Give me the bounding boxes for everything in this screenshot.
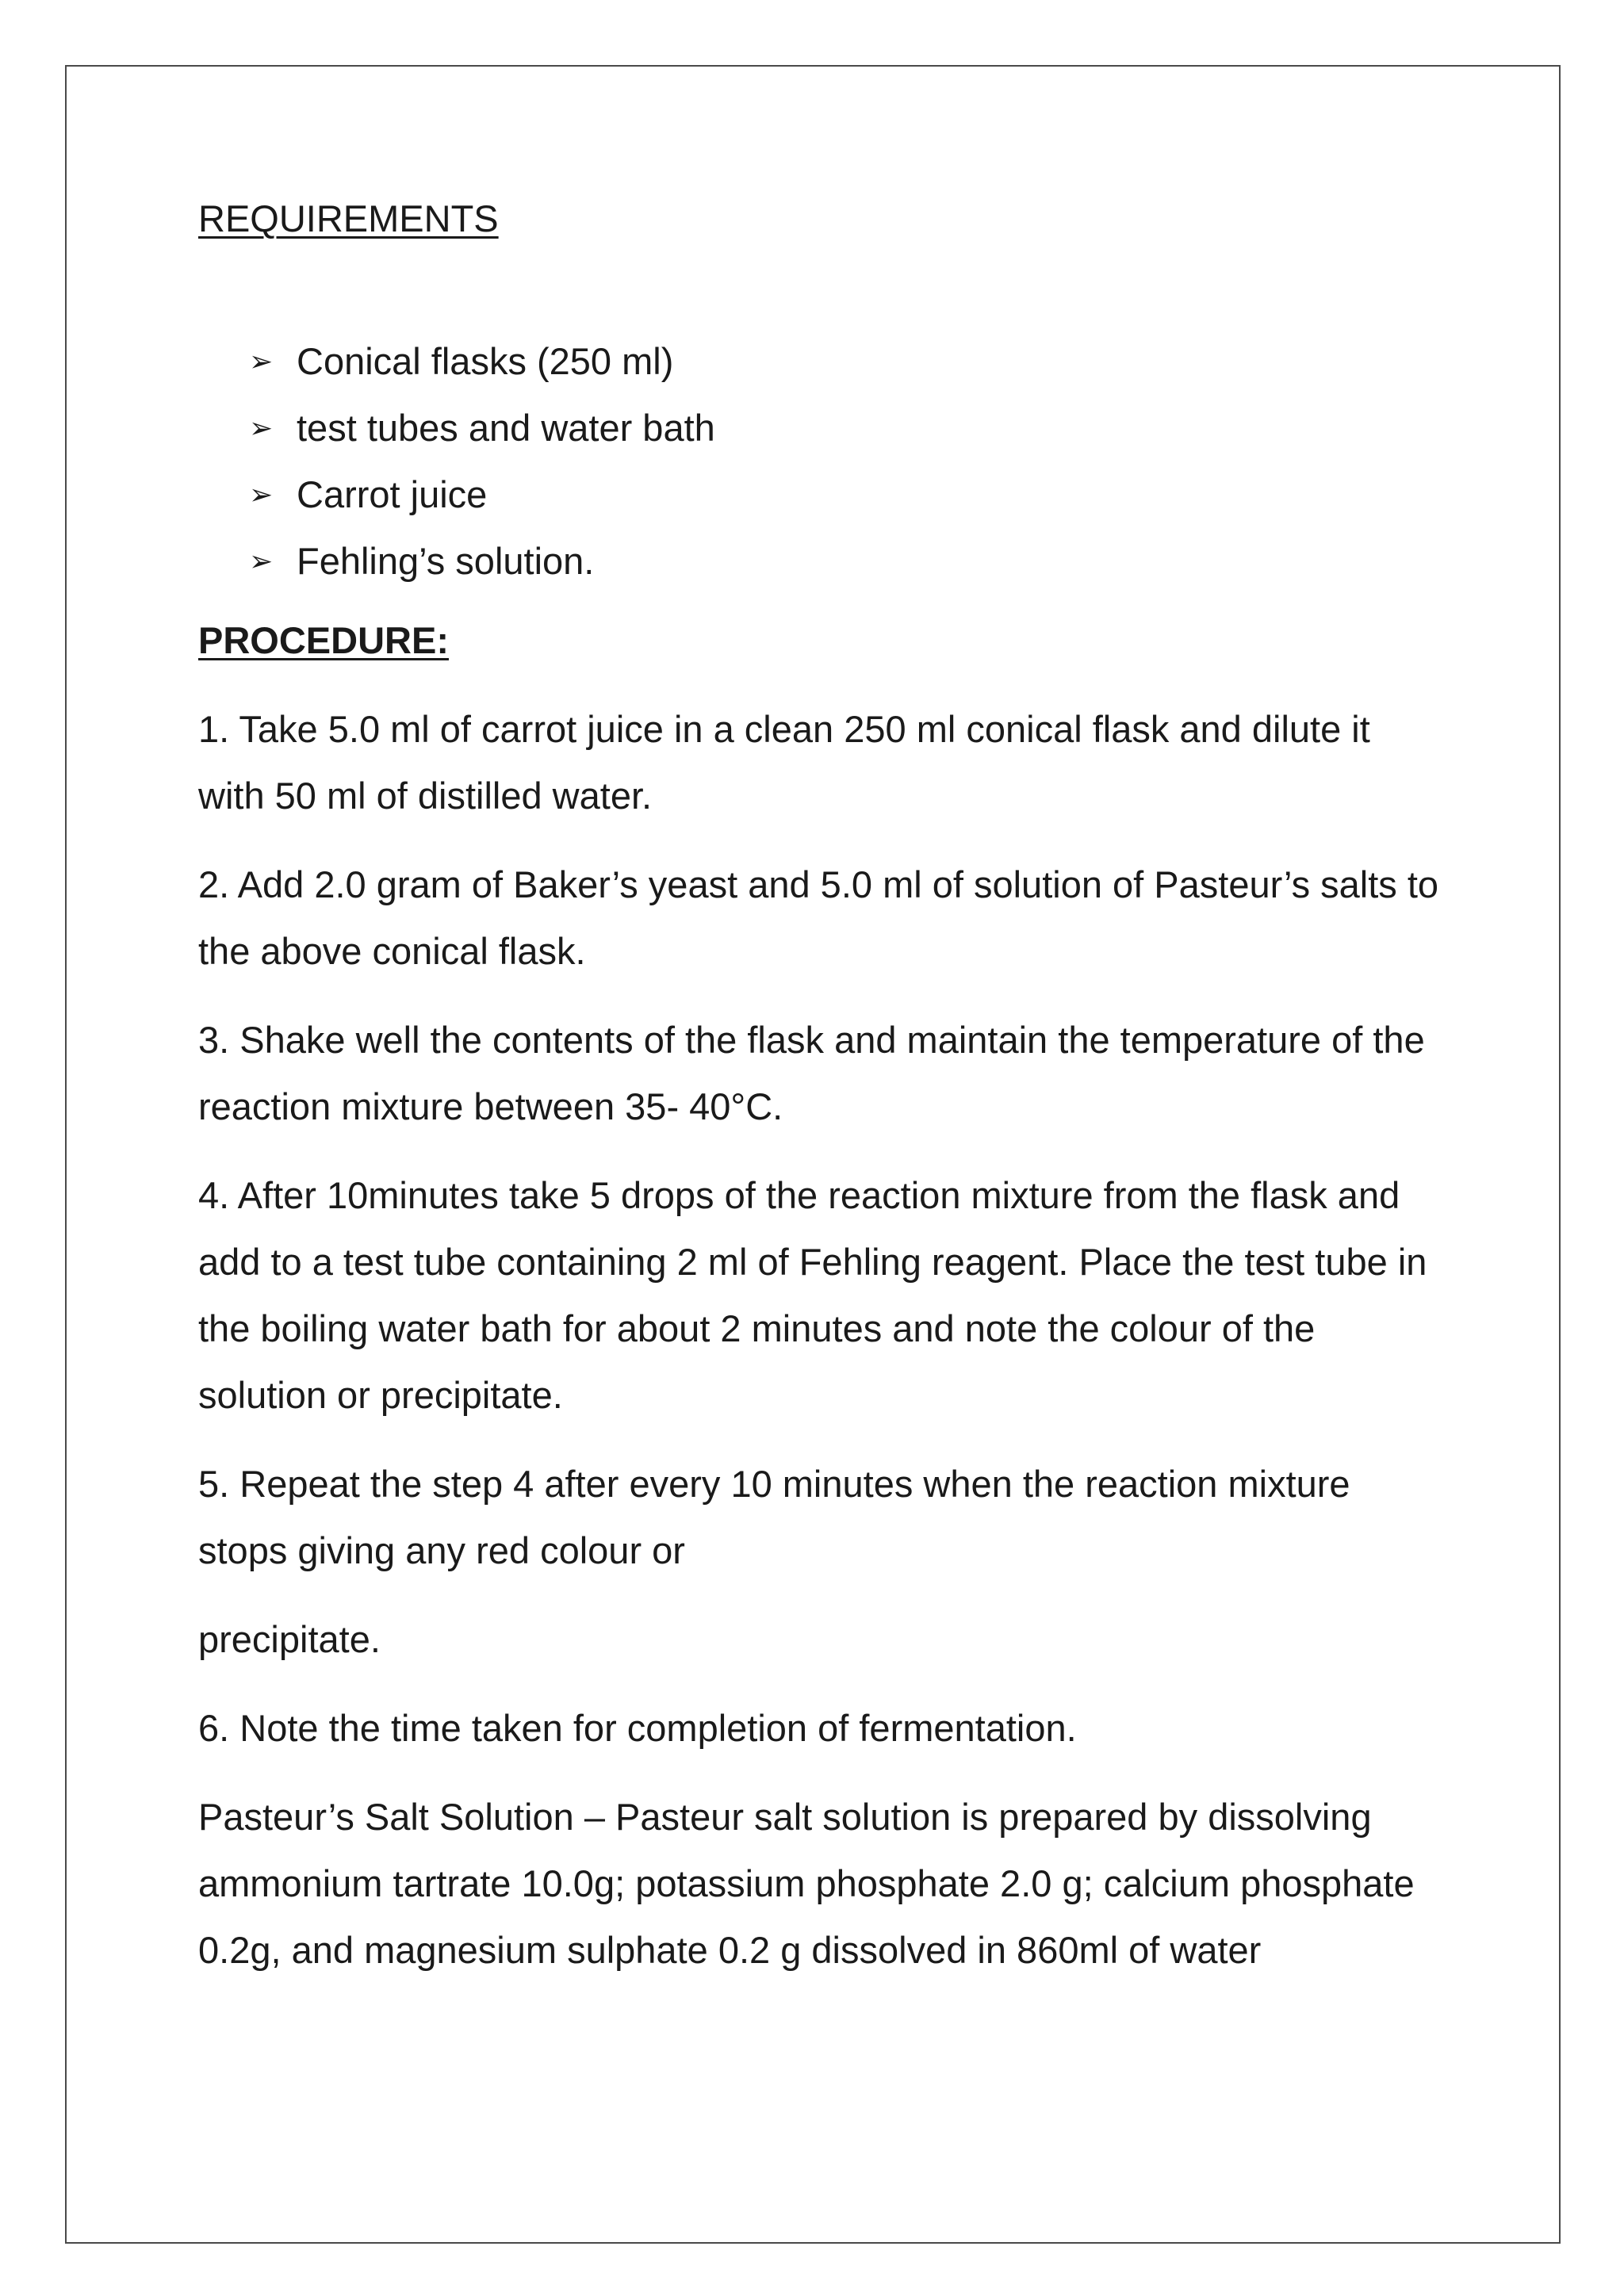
procedure-step-2: 2. Add 2.0 gram of Baker’s yeast and 5.0 ml of solution of Pasteur’s salts to the above conical flask. (198, 863, 1439, 972)
arrowhead-bullet-icon: ➢ (249, 478, 274, 511)
procedure-heading: PROCEDURE: (198, 619, 449, 661)
procedure-step-6: 6. Note the time taken for completion of fermentation. (198, 1707, 1077, 1749)
arrowhead-bullet-icon: ➢ (249, 411, 274, 444)
procedure-step-1: 1. Take 5.0 ml of carrot juice in a clean 250 ml conical flask and dilute it with 50 ml of distilled water. (198, 708, 1370, 817)
list-item (249, 395, 1443, 461)
list-item (249, 328, 1443, 395)
requirements-heading: REQUIREMENTS (198, 197, 499, 239)
document-body (198, 195, 1443, 2006)
list-item (249, 528, 1443, 595)
requirements-list (198, 328, 1443, 595)
procedure-step-5: 5. Repeat the step 4 after every 10 minutes when the reaction mixture stops giving any red colour or (198, 1463, 1350, 1571)
procedure-step-3: 3. Shake well the contents of the flask and maintain the temperature of the reaction mixture between 35- 40°C. (198, 1019, 1425, 1127)
list-item-text: Conical flasks (250 ml) (297, 340, 674, 382)
list-item (249, 461, 1443, 528)
procedure-step-5-continued: precipitate. (198, 1618, 381, 1660)
arrowhead-bullet-icon: ➢ (249, 345, 274, 377)
list-item-text: test tubes and water bath (297, 407, 715, 449)
arrowhead-bullet-icon: ➢ (249, 545, 274, 577)
list-item-text: Carrot juice (297, 473, 488, 515)
procedure-step-4: 4. After 10minutes take 5 drops of the reaction mixture from the flask and add to a test tube containing 2 ml of Fehling reagent. Place the test tube in the boiling water bath for about 2 minutes and note the colour of the solution or precipitate. (198, 1174, 1427, 1416)
list-item-text: Fehling’s solution. (297, 540, 595, 582)
pasteur-salt-note: Pasteur’s Salt Solution – Pasteur salt solution is prepared by dissolving ammonium tartrate 10.0g; potassium phosphate 2.0 g; calcium phosphate 0.2g, and magnesium sulphate 0.2 g dissolved in 860ml of water (198, 1796, 1415, 1971)
